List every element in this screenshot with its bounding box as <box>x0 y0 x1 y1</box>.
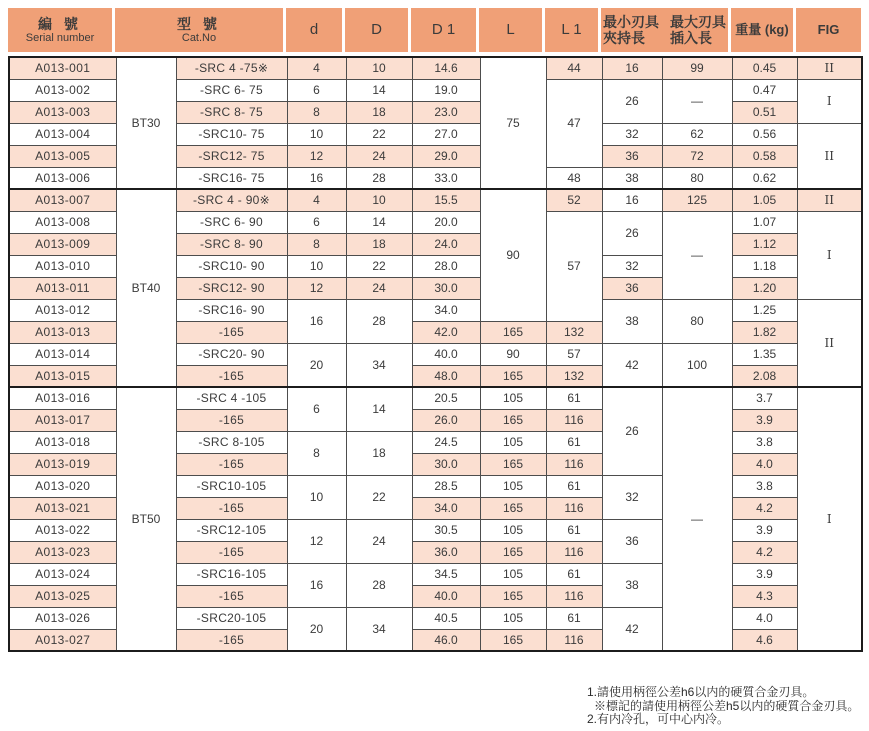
cell-min: 38 <box>602 167 662 189</box>
cell-L: 165 <box>480 409 546 431</box>
cell-D1: 34.0 <box>412 497 480 519</box>
cell-D1: 42.0 <box>412 321 480 343</box>
cell-min: 16 <box>602 189 662 211</box>
cell-d: 8 <box>287 233 346 255</box>
spec-table <box>8 56 863 652</box>
cell-fig: I <box>797 79 862 123</box>
cell-D: 14 <box>346 211 412 233</box>
cell-L1: 116 <box>546 585 602 607</box>
cell-wt: 3.9 <box>732 519 797 541</box>
cell-D1: 24.0 <box>412 233 480 255</box>
cell-D1: 40.5 <box>412 607 480 629</box>
cell-serial: A013-023 <box>9 541 116 563</box>
cell-serial: A013-019 <box>9 453 116 475</box>
cell-wt: 0.56 <box>732 123 797 145</box>
cell-D1: 24.5 <box>412 431 480 453</box>
col-header-D1-label: D 1 <box>431 21 456 39</box>
cell-max: 80 <box>662 299 732 343</box>
cell-D: 22 <box>346 475 412 519</box>
cell-D: 18 <box>346 101 412 123</box>
cell-d: 6 <box>287 79 346 101</box>
cell-wt: 0.58 <box>732 145 797 167</box>
cell-max: 72 <box>662 145 732 167</box>
cell-L1: 116 <box>546 409 602 431</box>
cell-src: -165 <box>176 453 287 475</box>
cell-L: 105 <box>480 607 546 629</box>
cell-D: 18 <box>346 431 412 475</box>
cell-serial: A013-021 <box>9 497 116 519</box>
cell-fig: II <box>797 57 862 79</box>
min-clamp-line2: 夾持長 <box>603 30 645 46</box>
cell-D: 24 <box>346 145 412 167</box>
cell-d: 16 <box>287 167 346 189</box>
cell-min: 32 <box>602 255 662 277</box>
cell-serial: A013-018 <box>9 431 116 453</box>
col-header-min-max <box>601 8 728 52</box>
cell-serial: A013-010 <box>9 255 116 277</box>
cell-max: 100 <box>662 343 732 387</box>
col-header-catno-zh: 型 號 <box>177 15 221 32</box>
cell-d: 12 <box>287 277 346 299</box>
col-header-L <box>479 8 542 52</box>
cell-src: -165 <box>176 497 287 519</box>
cell-fig: II <box>797 299 862 387</box>
cell-D: 18 <box>346 233 412 255</box>
cell-src: -SRC 6- 90 <box>176 211 287 233</box>
cell-max: — <box>662 211 732 299</box>
cell-D: 10 <box>346 189 412 211</box>
footnote-1: 1.請使用柄徑公差h6以内的硬質合金刃具。 <box>587 685 815 699</box>
cell-src: -165 <box>176 365 287 387</box>
cell-L1: 61 <box>546 387 602 409</box>
cell-max: — <box>662 387 732 651</box>
col-header-d-label: d <box>309 21 319 39</box>
cell-wt: 0.62 <box>732 167 797 189</box>
cell-L1: 61 <box>546 519 602 541</box>
cell-L1: 57 <box>546 211 602 321</box>
cell-D: 34 <box>346 343 412 387</box>
cell-src: -SRC12-105 <box>176 519 287 541</box>
cell-serial: A013-001 <box>9 57 116 79</box>
cell-src: -165 <box>176 541 287 563</box>
cell-D: 22 <box>346 255 412 277</box>
footnote-2: 2.有内冷孔，可中心内冷。 <box>587 712 730 726</box>
col-header-d <box>286 8 342 52</box>
cell-d: 12 <box>287 145 346 167</box>
cell-d: 10 <box>287 255 346 277</box>
cell-D: 10 <box>346 57 412 79</box>
spec-table-body <box>9 57 862 651</box>
cell-d: 12 <box>287 519 346 563</box>
cell-wt: 1.20 <box>732 277 797 299</box>
cell-L: 165 <box>480 497 546 519</box>
min-clamp-line1: 最小刃具 <box>603 13 659 30</box>
cell-L1: 116 <box>546 497 602 519</box>
cell-L: 90 <box>480 343 546 365</box>
cell-serial: A013-006 <box>9 167 116 189</box>
cell-serial: A013-024 <box>9 563 116 585</box>
cell-D: 28 <box>346 299 412 343</box>
table-header <box>8 8 861 52</box>
cell-L1: 61 <box>546 431 602 453</box>
cell-L1: 61 <box>546 607 602 629</box>
col-header-D <box>345 8 408 52</box>
cell-L1: 47 <box>546 79 602 167</box>
cell-serial: A013-008 <box>9 211 116 233</box>
cell-L: 165 <box>480 541 546 563</box>
cell-L1: 132 <box>546 321 602 343</box>
max-insert-line1: 最大刃具 <box>670 13 726 30</box>
cell-L: 75 <box>480 57 546 189</box>
cell-src: -SRC 4 -105 <box>176 387 287 409</box>
cell-D1: 20.0 <box>412 211 480 233</box>
max-insert-line2: 插入長 <box>670 30 712 46</box>
col-header-weight <box>731 8 793 52</box>
cell-src: -SRC10-105 <box>176 475 287 497</box>
cell-wt: 3.8 <box>732 475 797 497</box>
cell-wt: 4.0 <box>732 453 797 475</box>
cell-L: 165 <box>480 321 546 343</box>
cell-src: -SRC20- 90 <box>176 343 287 365</box>
cell-wt: 0.47 <box>732 79 797 101</box>
cell-max: 80 <box>662 167 732 189</box>
cell-d: 8 <box>287 431 346 475</box>
cell-D1: 30.5 <box>412 519 480 541</box>
footnotes <box>587 686 859 727</box>
cell-d: 16 <box>287 563 346 607</box>
col-header-D1 <box>411 8 476 52</box>
cell-L: 165 <box>480 585 546 607</box>
cell-D: 28 <box>346 167 412 189</box>
cell-max: 62 <box>662 123 732 145</box>
cell-min: 32 <box>602 123 662 145</box>
cell-src: -SRC 8- 75 <box>176 101 287 123</box>
cell-L1: 52 <box>546 189 602 211</box>
cell-D1: 20.5 <box>412 387 480 409</box>
cell-L1: 116 <box>546 629 602 651</box>
cell-src: -165 <box>176 409 287 431</box>
cell-wt: 0.51 <box>732 101 797 123</box>
cell-D1: 26.0 <box>412 409 480 431</box>
cell-D: 24 <box>346 277 412 299</box>
cell-wt: 4.2 <box>732 497 797 519</box>
cell-serial: A013-011 <box>9 277 116 299</box>
cell-wt: 1.18 <box>732 255 797 277</box>
cell-src: -SRC 8-105 <box>176 431 287 453</box>
cell-L1: 44 <box>546 57 602 79</box>
cell-wt: 4.2 <box>732 541 797 563</box>
cell-serial: A013-020 <box>9 475 116 497</box>
cell-min: 26 <box>602 79 662 123</box>
cell-wt: 0.45 <box>732 57 797 79</box>
cell-D1: 40.0 <box>412 343 480 365</box>
cell-serial: A013-005 <box>9 145 116 167</box>
cell-fig: II <box>797 189 862 211</box>
cell-d: 4 <box>287 57 346 79</box>
cell-D: 14 <box>346 387 412 431</box>
cell-wt: 1.07 <box>732 211 797 233</box>
cell-D: 14 <box>346 79 412 101</box>
cell-D: 28 <box>346 563 412 607</box>
cell-wt: 4.3 <box>732 585 797 607</box>
cell-wt: 3.9 <box>732 409 797 431</box>
cell-min: 38 <box>602 299 662 343</box>
cell-max: 99 <box>662 57 732 79</box>
col-header-min-clamp <box>603 14 659 46</box>
cell-L: 90 <box>480 189 546 321</box>
cell-src: -SRC 4 - 90※ <box>176 189 287 211</box>
cell-serial: A013-022 <box>9 519 116 541</box>
cell-src: -165 <box>176 321 287 343</box>
cell-D: 24 <box>346 519 412 563</box>
cell-D1: 34.0 <box>412 299 480 321</box>
cell-serial: A013-002 <box>9 79 116 101</box>
cell-d: 16 <box>287 299 346 343</box>
cell-src: -SRC16- 75 <box>176 167 287 189</box>
cell-min: 42 <box>602 607 662 651</box>
col-header-catno <box>115 8 283 52</box>
col-header-serial-en: Serial number <box>25 31 95 44</box>
cell-src: -SRC20-105 <box>176 607 287 629</box>
cell-bt: BT50 <box>116 387 176 651</box>
cell-wt: 4.0 <box>732 607 797 629</box>
cell-D1: 34.5 <box>412 563 480 585</box>
col-header-serial <box>8 8 112 52</box>
cell-D1: 15.5 <box>412 189 480 211</box>
cell-min: 26 <box>602 211 662 255</box>
cell-D1: 36.0 <box>412 541 480 563</box>
cell-wt: 1.12 <box>732 233 797 255</box>
cell-bt: BT30 <box>116 57 176 189</box>
col-header-L-label: L <box>506 21 515 39</box>
col-header-max-insert <box>670 14 726 46</box>
cell-L: 105 <box>480 519 546 541</box>
cell-L1: 57 <box>546 343 602 365</box>
cell-L1: 116 <box>546 541 602 563</box>
cell-serial: A013-003 <box>9 101 116 123</box>
col-header-serial-zh: 編 號 <box>38 15 82 32</box>
cell-d: 20 <box>287 343 346 387</box>
cell-min: 36 <box>602 519 662 563</box>
cell-D1: 48.0 <box>412 365 480 387</box>
cell-L: 165 <box>480 453 546 475</box>
cell-d: 8 <box>287 101 346 123</box>
cell-d: 20 <box>287 607 346 651</box>
cell-serial: A013-012 <box>9 299 116 321</box>
cell-wt: 3.9 <box>732 563 797 585</box>
cell-L: 105 <box>480 475 546 497</box>
cell-D: 22 <box>346 123 412 145</box>
cell-serial: A013-013 <box>9 321 116 343</box>
cell-D1: 33.0 <box>412 167 480 189</box>
cell-d: 6 <box>287 387 346 431</box>
cell-D1: 30.0 <box>412 277 480 299</box>
cell-wt: 4.6 <box>732 629 797 651</box>
cell-D1: 28.5 <box>412 475 480 497</box>
col-header-catno-en: Cat.No <box>181 31 217 44</box>
cell-min: 16 <box>602 57 662 79</box>
cell-serial: A013-015 <box>9 365 116 387</box>
cell-wt: 1.82 <box>732 321 797 343</box>
cell-d: 10 <box>287 475 346 519</box>
cell-min: 32 <box>602 475 662 519</box>
cell-fig: I <box>797 211 862 299</box>
cell-serial: A013-026 <box>9 607 116 629</box>
col-header-L1 <box>545 8 598 52</box>
cell-serial: A013-025 <box>9 585 116 607</box>
cell-D1: 30.0 <box>412 453 480 475</box>
cell-src: -SRC12- 75 <box>176 145 287 167</box>
cell-L: 105 <box>480 387 546 409</box>
cell-serial: A013-009 <box>9 233 116 255</box>
cell-d: 4 <box>287 189 346 211</box>
cell-D: 34 <box>346 607 412 651</box>
cell-L1: 116 <box>546 453 602 475</box>
cell-L1: 132 <box>546 365 602 387</box>
cell-serial: A013-014 <box>9 343 116 365</box>
cell-src: -165 <box>176 629 287 651</box>
footnote-asterisk: ※標記的請使用柄徑公差h5以内的硬質合金刃具。 <box>594 698 860 713</box>
cell-src: -SRC 4 -75※ <box>176 57 287 79</box>
cell-L1: 61 <box>546 475 602 497</box>
cell-src: -165 <box>176 585 287 607</box>
cell-src: -SRC 8- 90 <box>176 233 287 255</box>
cell-min: 36 <box>602 145 662 167</box>
cell-D1: 29.0 <box>412 145 480 167</box>
cell-serial: A013-016 <box>9 387 116 409</box>
cell-src: -SRC16-105 <box>176 563 287 585</box>
col-header-weight-label: 重量 (kg) <box>735 21 789 37</box>
cell-L1: 61 <box>546 563 602 585</box>
cell-max: 125 <box>662 189 732 211</box>
col-header-fig <box>796 8 861 52</box>
cell-wt: 1.35 <box>732 343 797 365</box>
cell-serial: A013-004 <box>9 123 116 145</box>
cell-min: 42 <box>602 343 662 387</box>
cell-wt: 3.8 <box>732 431 797 453</box>
cell-serial: A013-027 <box>9 629 116 651</box>
cell-D1: 46.0 <box>412 629 480 651</box>
cell-max: — <box>662 79 732 123</box>
cell-src: -SRC10- 90 <box>176 255 287 277</box>
col-header-fig-label: FIG <box>817 21 840 37</box>
cell-D1: 40.0 <box>412 585 480 607</box>
cell-L: 165 <box>480 629 546 651</box>
cell-src: -SRC10- 75 <box>176 123 287 145</box>
cell-src: -SRC12- 90 <box>176 277 287 299</box>
cell-L: 105 <box>480 431 546 453</box>
cell-serial: A013-007 <box>9 189 116 211</box>
cell-D1: 14.6 <box>412 57 480 79</box>
cell-fig: II <box>797 123 862 189</box>
cell-fig: I <box>797 387 862 651</box>
cell-serial: A013-017 <box>9 409 116 431</box>
cell-D1: 28.0 <box>412 255 480 277</box>
col-header-L1-label: L 1 <box>561 21 582 39</box>
cell-d: 6 <box>287 211 346 233</box>
cell-D1: 27.0 <box>412 123 480 145</box>
cell-min: 38 <box>602 563 662 607</box>
cell-wt: 3.7 <box>732 387 797 409</box>
cell-src: -SRC16- 90 <box>176 299 287 321</box>
cell-min: 36 <box>602 277 662 299</box>
cell-wt: 1.05 <box>732 189 797 211</box>
cell-d: 10 <box>287 123 346 145</box>
cell-bt: BT40 <box>116 189 176 387</box>
cell-L: 105 <box>480 563 546 585</box>
cell-min: 26 <box>602 387 662 475</box>
cell-wt: 2.08 <box>732 365 797 387</box>
col-header-D-label: D <box>371 21 382 39</box>
cell-D1: 23.0 <box>412 101 480 123</box>
cell-L1: 48 <box>546 167 602 189</box>
cell-src: -SRC 6- 75 <box>176 79 287 101</box>
cell-L: 165 <box>480 365 546 387</box>
cell-D1: 19.0 <box>412 79 480 101</box>
cell-wt: 1.25 <box>732 299 797 321</box>
